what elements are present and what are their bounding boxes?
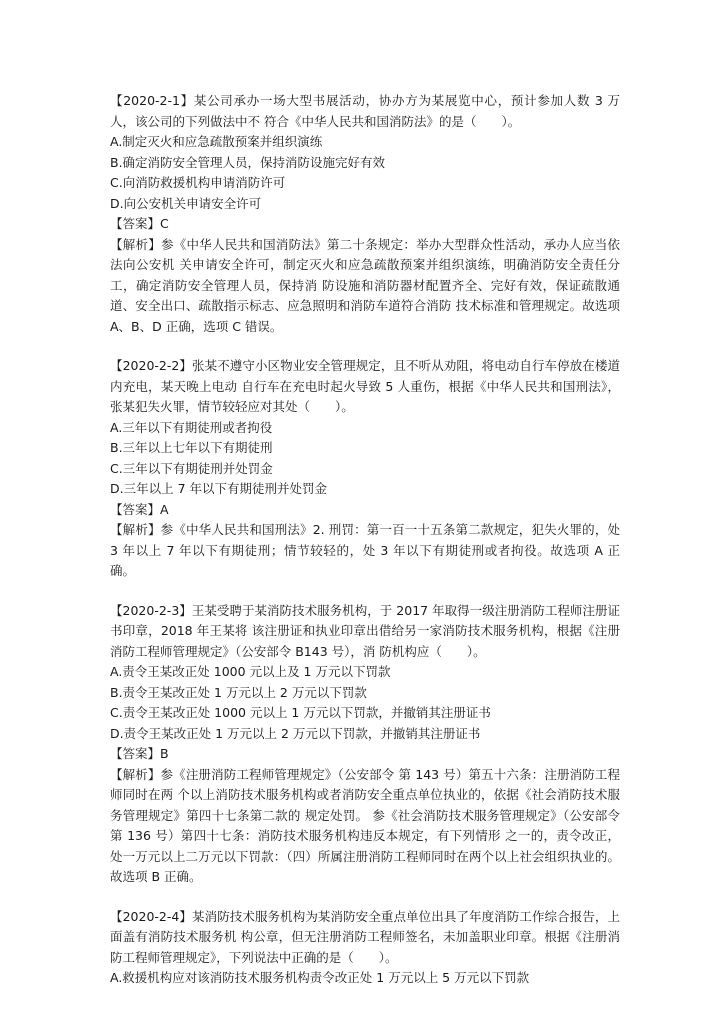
question-2020-2-2 <box>110 356 620 582</box>
option-d: D.三年以上 7 年以下有期徒刑并处罚金 <box>110 481 327 496</box>
answer: 【答案】C <box>110 216 169 231</box>
question-stem: 【2020-2-3】王某受聘于某消防技术服务机构，于 2017 年取得一级注册消防工程师注册证书印章，2018 年王某将 该注册证和执业印章出借给另一家消防技术服务机构，根据《注册消防工程师管理规定》（公安部令 B143 号），消 防机构应（ ）。 <box>110 602 620 659</box>
option-d: D.责令王某改正处 1 万元以上 2 万元以下罚款，并撤销其注册证书 <box>110 725 481 741</box>
answer: 【答案】A <box>110 501 169 517</box>
explanation: 【解析】参《中华人民共和国消防法》第二十条规定：举办大型群众性活动，承办人应当依法向公安机 关申请安全许可，制定灭火和应急疏散预案并组织演练，明确消防安全责任分工，确定消防安全管理人员，保持消 防设施和消防器材配置齐全、完好有效，保证疏散通道、安全出口、疏散指示标志、应急照明和消防车道符合消防 技术标准和管理规定。故选项 A、B、D 正确，选项 C 错误。 <box>110 236 620 334</box>
option-b: B.责令王某改正处 1 万元以上 2 万元以下罚款 <box>110 684 367 700</box>
question-2020-2-4 <box>110 907 620 989</box>
option-a: A.责令王某改正处 1000 元以上及 1 万元以下罚款 <box>110 664 391 679</box>
option-c: C.责令王某改正处 1000 元以上 1 万元以下罚款，并撤销其注册证书 <box>110 705 491 720</box>
option-b: B.三年以上七年以下有期徒刑 <box>110 440 273 455</box>
option-a: A.三年以下有期徒刑或者拘役 <box>110 419 273 435</box>
question-2020-2-1 <box>110 91 620 337</box>
answer: 【答案】B <box>110 746 169 761</box>
explanation: 【解析】参《注册消防工程师管理规定》（公安部令 第 143 号）第五十六条：注册消防工程师同时在两 个以上消防技术服务机构或者消防安全重点单位执业的，依据《社会消防技术服务管理规定》第四十七条第二款的 规定处罚。 参《社会消防技术服务管理规定》（公安部令第 136 号）第四十七条：消防技术服务机构违反本规定，有下列情形 之一的，责令改正，处一万元以上二万元以下罚款：（四）所属注册消防工程师同时在两个以上社会组织执业的。 故选项 B 正确。 <box>110 766 620 884</box>
option-d: D.向公安机关申请安全许可 <box>110 195 262 211</box>
option-c: C.三年以下有期徒刑并处罚金 <box>110 460 273 476</box>
question-stem: 【2020-2-4】某消防技术服务机构为某消防安全重点单位出具了年度消防工作综合报告，上面盖有消防技术服务机 构公章，但无注册消防工程师签名，未加盖职业印章。根据《注册消防工程师管理规定》，下列说法中正确的是（ ）。 <box>110 908 620 965</box>
option-a: A.救援机构应对该消防技术服务机构责令改正处 1 万元以上 5 万元以下罚款 <box>110 970 530 985</box>
question-stem: 【2020-2-2】张某不遵守小区物业安全管理规定，且不听从劝阻，将电动自行车停放在楼道内充电，某天晚上电动 自行车在充电时起火导致 5 人重伤，根据《中华人民共和国刑法》，张某犯失火罪，情节较轻应对其处（ ）。 <box>110 358 620 414</box>
document-content <box>110 91 620 1008</box>
question-stem: 【2020-2-1】某公司承办一场大型书展活动，协办方为某展览中心，预计参加人数 3 万人，该公司的下列做法中不 符合《中华人民共和国消防法》的是（ ）。 <box>110 93 620 129</box>
option-b: B.确定消防安全管理人员，保持消防设施完好有效 <box>110 154 386 170</box>
question-2020-2-3 <box>110 601 620 888</box>
option-c: C.向消防救援机构申请消防许可 <box>110 175 286 190</box>
option-a: A.制定灭火和应急疏散预案并组织演练 <box>110 134 323 149</box>
explanation: 【解析】参《中华人民共和国刑法》2. 刑罚：第一百一十五条第二款规定，犯失火罪的，处 3 年以上 7 年以下有期徒刑；情节较轻的，处 3 年以下有期徒刑或者拘役。故选项 A 正确。 <box>110 522 620 578</box>
